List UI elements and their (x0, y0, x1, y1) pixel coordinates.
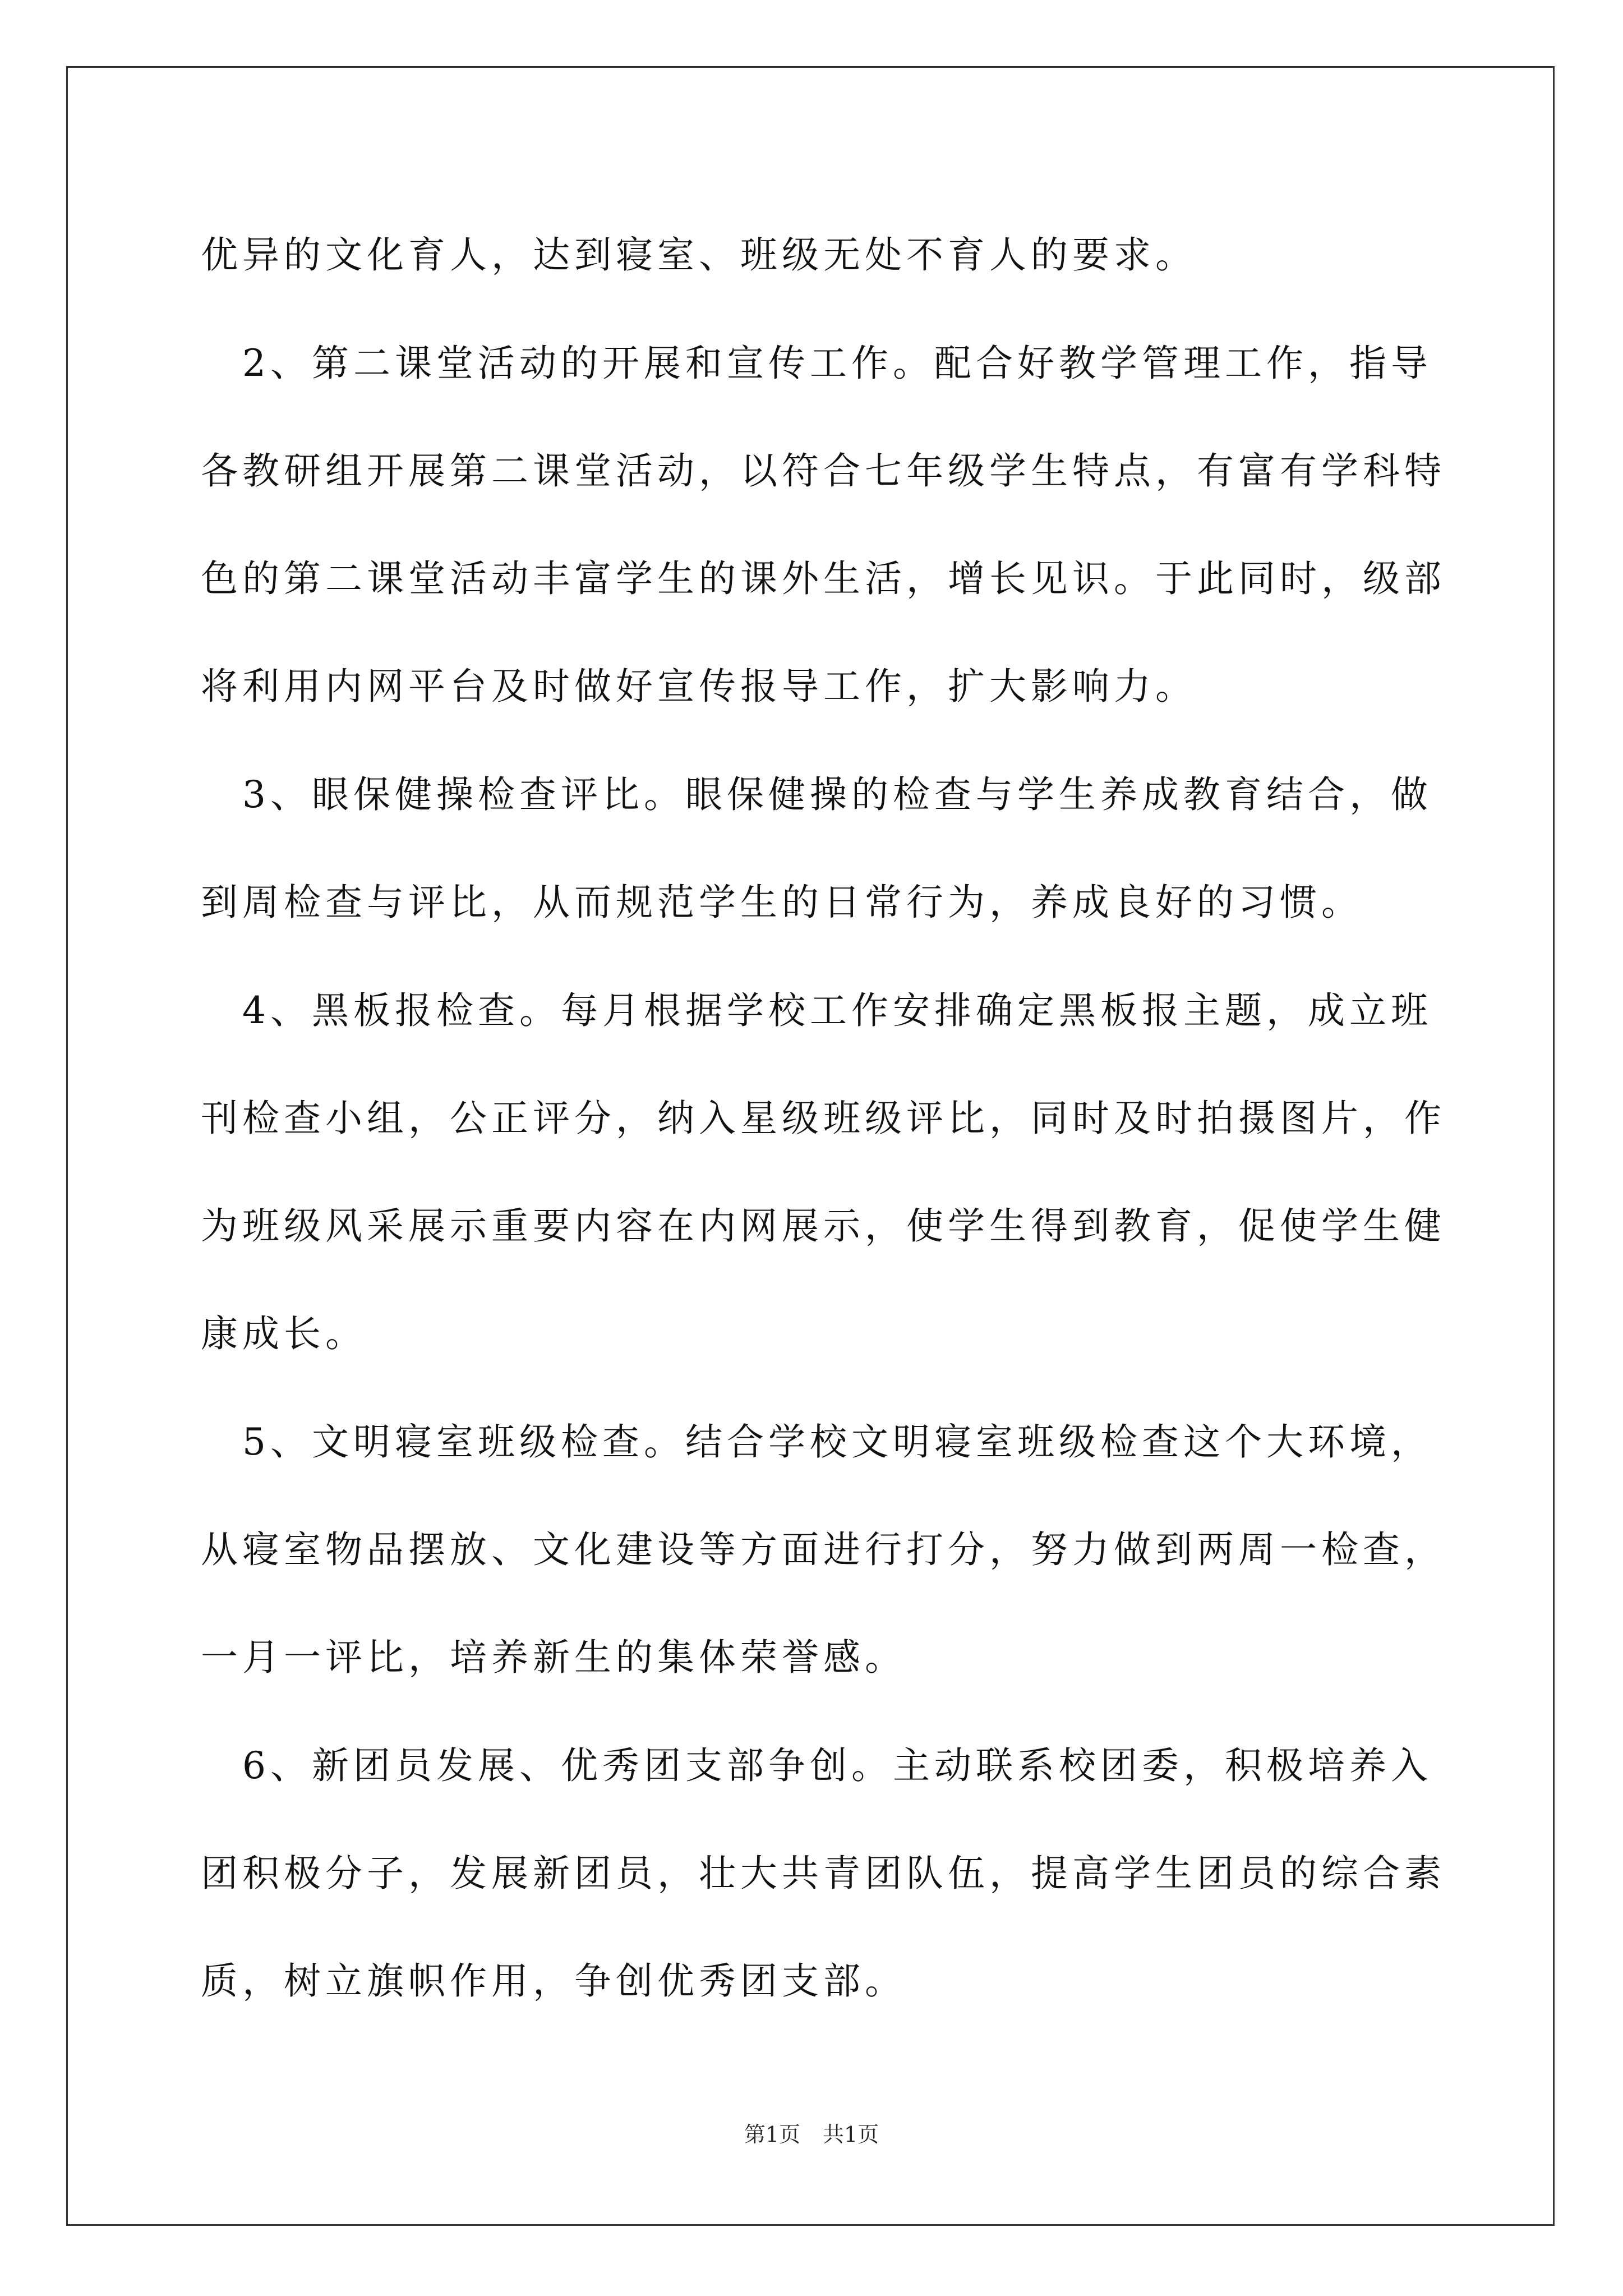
text-line: 康成长。 (201, 1312, 367, 1355)
text-line: 将利用内网平台及时做好宣传报导工作，扩大影响力。 (201, 665, 1197, 708)
text-line: 3、眼保健操检查评比。眼保健操的检查与学生养成教育结合，做 (201, 773, 1432, 816)
text-line: 质，树立旗帜作用，争创优秀团支部。 (201, 1959, 906, 2003)
text-line: 为班级风采展示重要内容在内网展示，使学生得到教育，促使学生健 (201, 1204, 1446, 1248)
text-line: 一月一评比，培养新生的集体荣誉感。 (201, 1636, 906, 1679)
page-footer (0, 2120, 1623, 2148)
text-line: 从寝室物品摆放、文化建设等方面进行打分，努力做到两周一检查， (201, 1528, 1446, 1571)
text-line: 优异的文化育人，达到寝室、班级无处不育人的要求。 (201, 233, 1197, 277)
text-line: 2、第二课堂活动的开展和宣传工作。配合好教学管理工作，指导 (201, 342, 1432, 385)
page-count: 共1页 (823, 2122, 879, 2147)
text-line: 6、新团员发展、优秀团支部争创。主动联系校团委，积极培养入 (201, 1744, 1432, 1787)
text-line: 刊检查小组，公正评分，纳入星级班级评比，同时及时拍摄图片，作 (201, 1097, 1446, 1140)
text-line: 4、黑板报检查。每月根据学校工作安排确定黑板报主题，成立班 (201, 989, 1432, 1032)
text-line: 团积极分子，发展新团员，壮大共青团队伍，提高学生团员的综合素 (201, 1852, 1446, 1895)
text-line: 色的第二课堂活动丰富学生的课外生活，增长见识。于此同时，级部 (201, 557, 1446, 600)
page-border (66, 66, 1555, 2226)
page-number: 第1页 (744, 2122, 800, 2147)
text-line: 到周检查与评比，从而规范学生的日常行为，养成良好的习惯。 (201, 881, 1363, 924)
text-line: 各教研组开展第二课堂活动，以符合七年级学生特点，有富有学科特 (201, 449, 1446, 493)
text-line: 5、文明寝室班级检查。结合学校文明寝室班级检查这个大环境， (201, 1420, 1432, 1464)
